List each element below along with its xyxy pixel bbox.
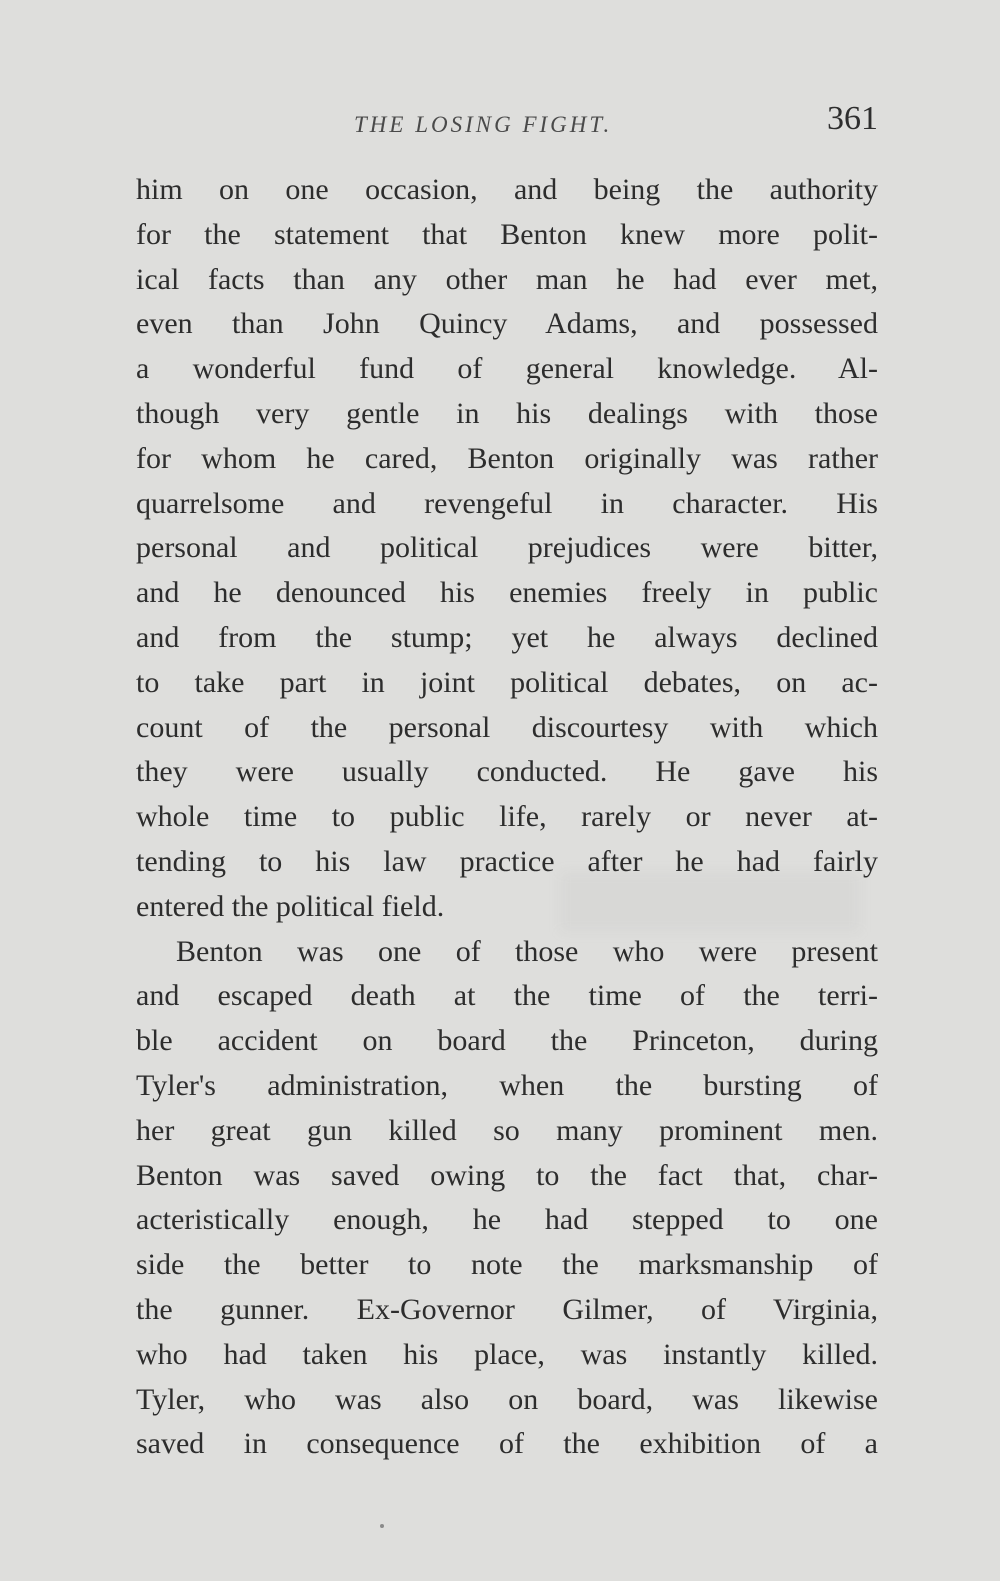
- running-head: THE LOSING FIGHT.: [354, 112, 613, 137]
- page-number: 361: [827, 100, 878, 137]
- text-line: ical facts than any other man he had ever met,: [136, 262, 878, 296]
- text-line: ble accident on board the Princeton, during: [136, 1024, 878, 1058]
- text-line: saved in consequence of the exhibition of a: [136, 1427, 878, 1461]
- paragraph-start-line: Benton was one of those who were present: [176, 934, 878, 968]
- text-line: Tyler, who was also on board, was likewise: [136, 1382, 878, 1416]
- paper-speck: [380, 1524, 384, 1528]
- text-line: tending to his law practice after he had fairly: [136, 844, 878, 878]
- text-line: and escaped death at the time of the terri-: [136, 979, 878, 1013]
- body-text: [136, 168, 878, 1467]
- text-line: who had taken his place, was instantly killed.: [136, 1337, 878, 1371]
- paragraph-end-line: entered the political field.: [136, 889, 445, 923]
- text-line: personal and political prejudices were bitter,: [136, 531, 878, 565]
- text-line: her great gun killed so many prominent men.: [136, 1113, 878, 1147]
- page-header: [136, 100, 878, 152]
- text-line: quarrelsome and revengeful in character. His: [136, 486, 878, 520]
- text-line: for the statement that Benton knew more polit-: [136, 217, 878, 251]
- text-line: a wonderful fund of general knowledge. Al-: [136, 352, 878, 386]
- text-line: whole time to public life, rarely or never at-: [136, 800, 878, 834]
- text-line: for whom he cared, Benton originally was rather: [136, 441, 878, 475]
- text-line: to take part in joint political debates, on ac-: [136, 665, 878, 699]
- text-line: Tyler's administration, when the bursting of: [136, 1068, 878, 1102]
- text-line: the gunner. Ex-Governor Gilmer, of Virginia,: [136, 1292, 878, 1326]
- text-line: even than John Quincy Adams, and possessed: [136, 307, 878, 341]
- text-line: count of the personal discourtesy with which: [136, 710, 878, 744]
- text-line: Benton was saved owing to the fact that, char-: [136, 1158, 878, 1192]
- text-line: though very gentle in his dealings with those: [136, 396, 878, 430]
- text-line: and he denounced his enemies freely in public: [136, 576, 878, 610]
- text-line: they were usually conducted. He gave his: [136, 755, 878, 789]
- text-line: side the better to note the marksmanship of: [136, 1248, 878, 1282]
- text-line: him on one occasion, and being the authority: [136, 173, 878, 206]
- text-line: acteristically enough, he had stepped to one: [136, 1203, 878, 1237]
- text-line: and from the stump; yet he always declined: [136, 620, 878, 654]
